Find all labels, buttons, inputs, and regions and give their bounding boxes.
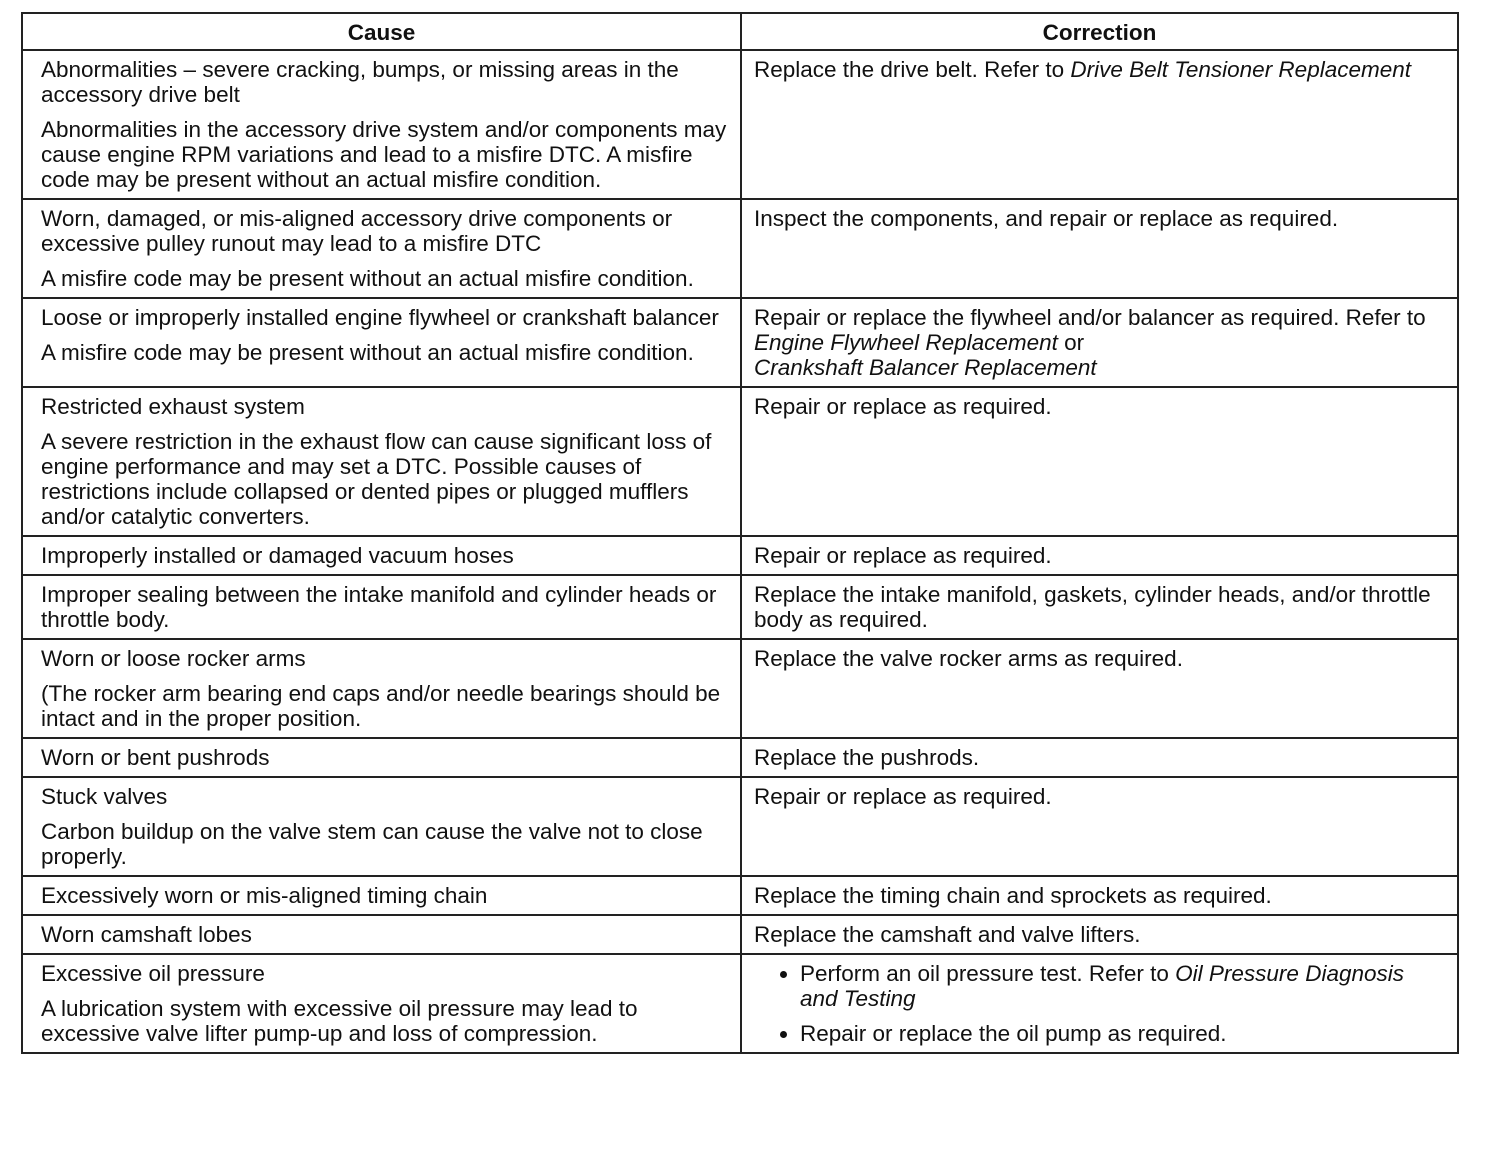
correction-bullet-list [754,961,1447,1046]
correction-text: Inspect the components, and repair or replace as required. [754,206,1339,231]
cause-cell [22,954,741,1053]
cause-title: Loose or improperly installed engine flywheel or crankshaft balancer [41,305,719,330]
cause-detail: Carbon buildup on the valve stem can cause the valve not to close properly. [41,819,703,869]
procedure-reference: Drive Belt Tensioner Replacement [1070,57,1412,82]
cause-detail: A misfire code may be present without an actual misfire condition. [41,340,694,365]
cause-title: Improperly installed or damaged vacuum hoses [41,543,514,568]
table-row [22,954,1458,1053]
correction-cell [741,915,1458,954]
correction-cell [741,954,1458,1053]
correction-text: Replace the pushrods. [754,745,980,770]
diagnostic-table [21,12,1459,1054]
table-row [22,738,1458,777]
cause-detail: Abnormalities in the accessory drive system and/or components may cause engine RPM variations and lead to a misfire DTC. A misfire code may be present without an actual misfire condition. [41,117,727,192]
cause-cell [22,536,741,575]
header-row [22,13,1458,50]
correction-header: Correction [741,13,1458,50]
correction-cell [741,876,1458,915]
table-row [22,639,1458,738]
cause-header: Cause [22,13,741,50]
correction-bullet: • Repair or replace the oil pump as required. [800,1021,1447,1046]
cause-detail: (The rocker arm bearing end caps and/or needle bearings should be intact and in the proper position. [41,681,721,731]
correction-text: Replace the camshaft and valve lifters. [754,922,1141,947]
cause-title: Abnormalities – severe cracking, bumps, or missing areas in the accessory drive belt [41,57,679,107]
cause-detail: A misfire code may be present without an actual misfire condition. [41,266,694,291]
cause-cell [22,298,741,387]
cause-cell [22,50,741,199]
table-row [22,387,1458,536]
cause-title: Stuck valves [41,784,168,809]
correction-cell [741,298,1458,387]
procedure-reference: Engine Flywheel Replacement [754,330,1058,355]
table-row [22,298,1458,387]
correction-cell [741,199,1458,298]
correction-cell [741,575,1458,639]
cause-detail: A severe restriction in the exhaust flow can cause significant loss of engine performance and may set a DTC. Possible causes of restrictions include collapsed or dented pipes or plugged mufflers and/or catalytic converters. [41,429,712,529]
table-row [22,50,1458,199]
cause-title: Improper sealing between the intake manifold and cylinder heads or throttle body. [41,582,717,632]
correction-lead: Replace the drive belt. Refer to [754,57,1071,82]
correction-bullet [800,961,1447,1011]
cause-cell [22,777,741,876]
reference-joiner: or [1057,330,1085,355]
table-row [22,575,1458,639]
table-row [22,876,1458,915]
correction-cell [741,387,1458,536]
cause-cell [22,915,741,954]
table-row [22,199,1458,298]
cause-title: Worn or bent pushrods [41,745,270,770]
cause-title: Excessive oil pressure [41,961,265,986]
correction-lead: Perform an oil pressure test. Refer to [800,961,1176,986]
cause-cell [22,199,741,298]
cause-title: Restricted exhaust system [41,394,305,419]
correction-text: Repair or replace as required. [754,394,1052,419]
cause-title: Worn, damaged, or mis-aligned accessory drive components or excessive pulley runout may lead to a misfire DTC [41,206,673,256]
cause-title: Worn or loose rocker arms [41,646,306,671]
correction-text: Replace the valve rocker arms as required. [754,646,1183,671]
table-row [22,915,1458,954]
cause-title: Worn camshaft lobes [41,922,252,947]
correction-text: Replace the timing chain and sprockets as required. [754,883,1272,908]
cause-cell [22,639,741,738]
correction-cell [741,536,1458,575]
cause-title: Excessively worn or mis-aligned timing chain [41,883,488,908]
procedure-reference: Crankshaft Balancer Replacement [754,355,1097,380]
correction-lead: Repair or replace the flywheel and/or balancer as required. Refer to [754,305,1426,330]
correction-cell [741,639,1458,738]
correction-text [754,305,1447,380]
correction-cell [741,777,1458,876]
correction-text [754,57,1447,82]
cause-cell [22,738,741,777]
cause-cell [22,387,741,536]
correction-cell [741,738,1458,777]
correction-cell [741,50,1458,199]
cause-detail: A lubrication system with excessive oil pressure may lead to excessive valve lifter pump-up and loss of compression. [41,996,638,1046]
procedure-reference: Oil Pressure Diagnosis and Testing [800,961,1404,1011]
table-row [22,777,1458,876]
correction-text: Replace the intake manifold, gaskets, cylinder heads, and/or throttle body as required. [754,582,1431,632]
correction-text: Repair or replace as required. [754,784,1052,809]
cause-cell [22,575,741,639]
cause-cell [22,876,741,915]
correction-text: Repair or replace as required. [754,543,1052,568]
table-row [22,536,1458,575]
